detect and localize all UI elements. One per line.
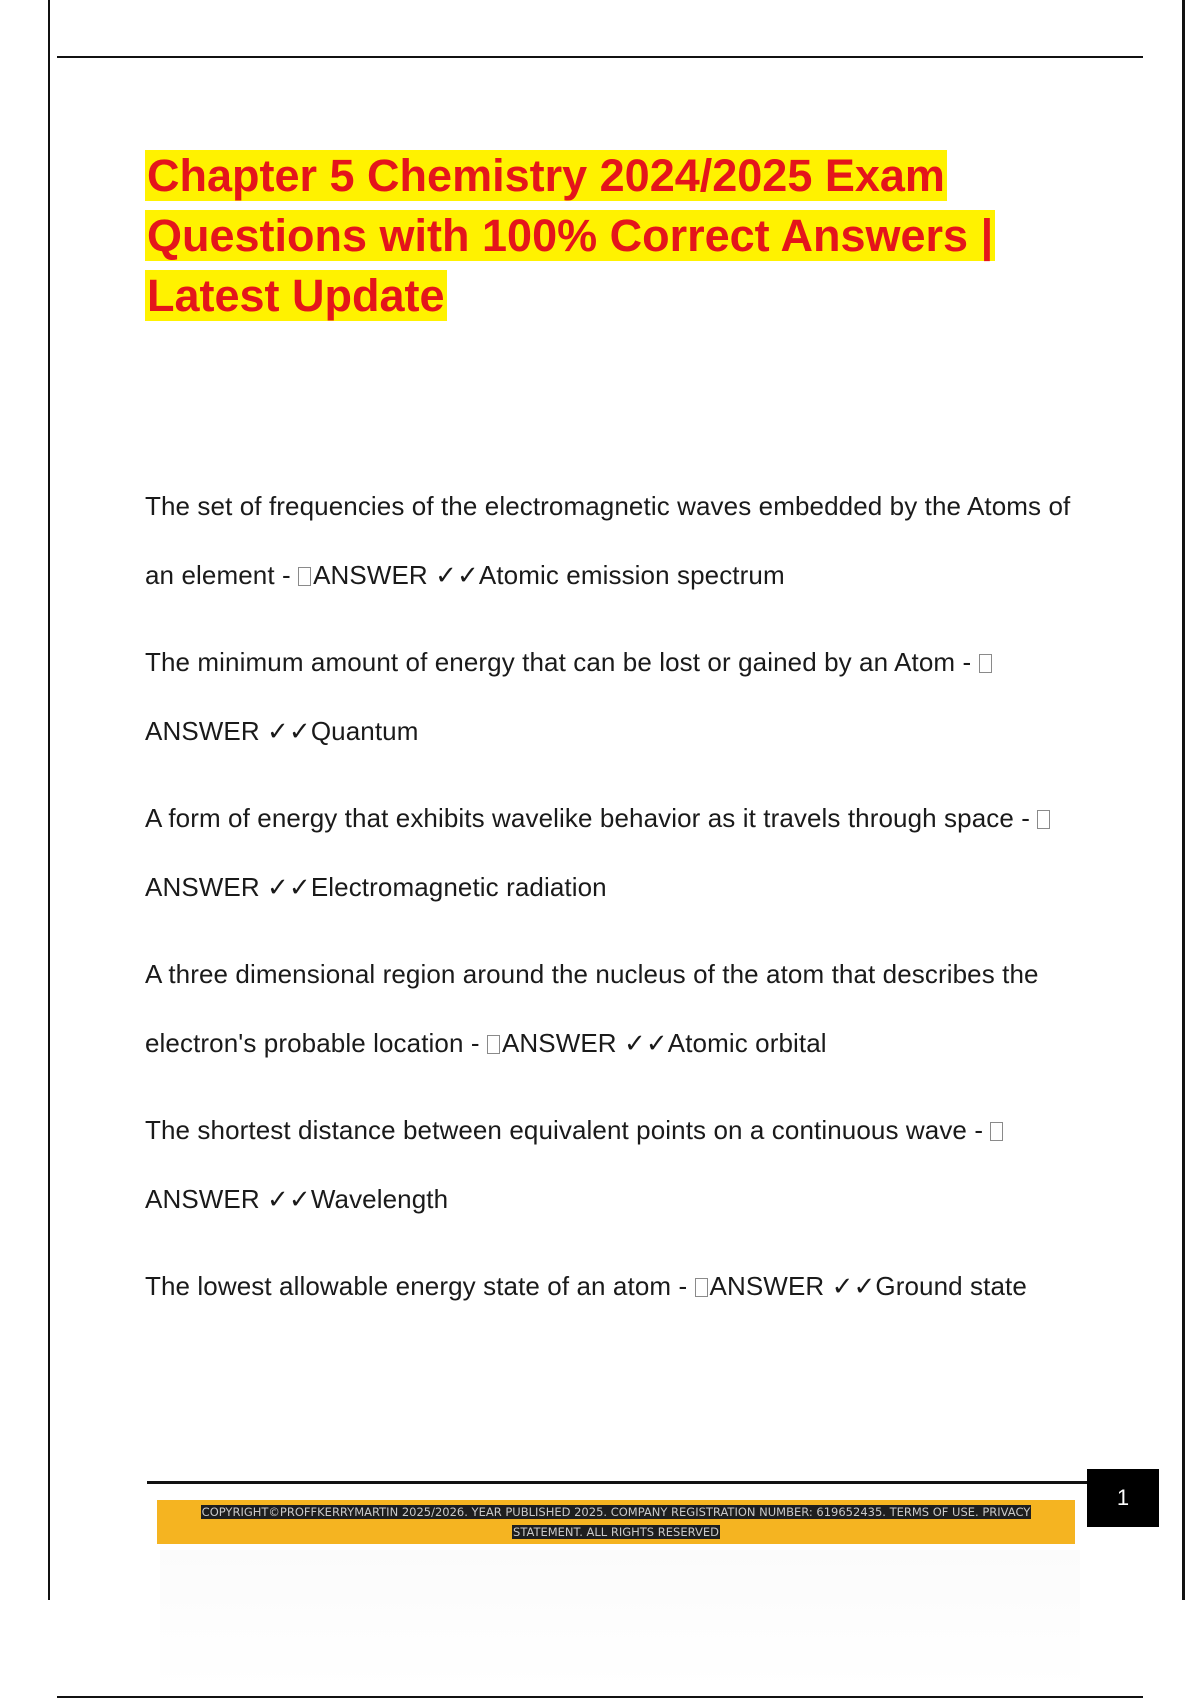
footer-rule <box>147 1481 1087 1484</box>
check-marks-icon: ✓✓ <box>831 1271 876 1301</box>
answer-marker: ANSWER <box>501 1028 617 1058</box>
qa-list <box>145 472 1105 1339</box>
answer-marker: ANSWER <box>145 716 260 746</box>
missing-glyph-icon <box>487 1035 500 1054</box>
document-title <box>145 146 1105 326</box>
question-text: A three dimensional region around the nucleus of the atom that describes the electron's probable location - <box>145 959 1039 1058</box>
answer-text: Quantum <box>310 716 419 746</box>
page-bottom-area <box>160 1550 1080 1690</box>
answer-text: Electromagnetic radiation <box>310 872 607 902</box>
header-rule <box>57 56 1143 58</box>
page-border-right <box>1182 0 1185 1600</box>
answer-text: Atomic orbital <box>667 1028 827 1058</box>
qa-item <box>145 1252 1105 1321</box>
qa-item <box>145 472 1105 610</box>
qa-item <box>145 940 1105 1078</box>
qa-item <box>145 784 1105 922</box>
missing-glyph-icon <box>979 654 992 673</box>
page-number: 1 <box>1087 1469 1159 1527</box>
answer-marker: ANSWER <box>145 1184 260 1214</box>
footer-copyright <box>168 1502 1064 1542</box>
check-marks-icon: ✓✓ <box>623 1028 668 1058</box>
missing-glyph-icon <box>695 1278 708 1297</box>
question-text: The minimum amount of energy that can be lost or gained by an Atom - <box>145 647 979 677</box>
page-border-left <box>48 0 50 1600</box>
answer-text: Ground state <box>875 1271 1027 1301</box>
question-text: The shortest distance between equivalent points on a continuous wave - <box>145 1115 991 1145</box>
footer-copyright-text: COPYRIGHT©PROFFKERRYMARTIN 2025/2026. YEAR PUBLISHED 2025. COMPANY REGISTRATION NUMBER: 619652435. TERMS OF USE. PRIVACY STATEMENT. ALL RIGHTS RESERVED <box>201 1505 1031 1539</box>
question-text: The set of frequencies of the electromagnetic waves embedded by the Atoms of an element - <box>145 491 1071 590</box>
qa-item <box>145 1096 1105 1234</box>
document-title-text: Chapter 5 Chemistry 2024/2025 Exam Questions with 100% Correct Answers | Latest Update <box>147 150 994 321</box>
check-marks-icon: ✓✓ <box>267 716 311 746</box>
missing-glyph-icon <box>298 567 311 586</box>
answer-marker: ANSWER <box>709 1271 825 1301</box>
answer-text: Wavelength <box>310 1184 449 1214</box>
check-marks-icon: ✓✓ <box>435 560 479 590</box>
check-marks-icon: ✓✓ <box>267 872 311 902</box>
answer-marker: ANSWER <box>313 560 428 590</box>
answer-text: Atomic emission spectrum <box>478 560 785 590</box>
missing-glyph-icon <box>1037 810 1050 829</box>
missing-glyph-icon <box>990 1122 1003 1141</box>
qa-item <box>145 628 1105 766</box>
check-marks-icon: ✓✓ <box>267 1184 311 1214</box>
question-text: The lowest allowable energy state of an atom - <box>145 1271 695 1301</box>
question-text: A form of energy that exhibits wavelike behavior as it travels through space - <box>145 803 1038 833</box>
page-bottom-rule <box>57 1696 1143 1698</box>
answer-marker: ANSWER <box>145 872 260 902</box>
